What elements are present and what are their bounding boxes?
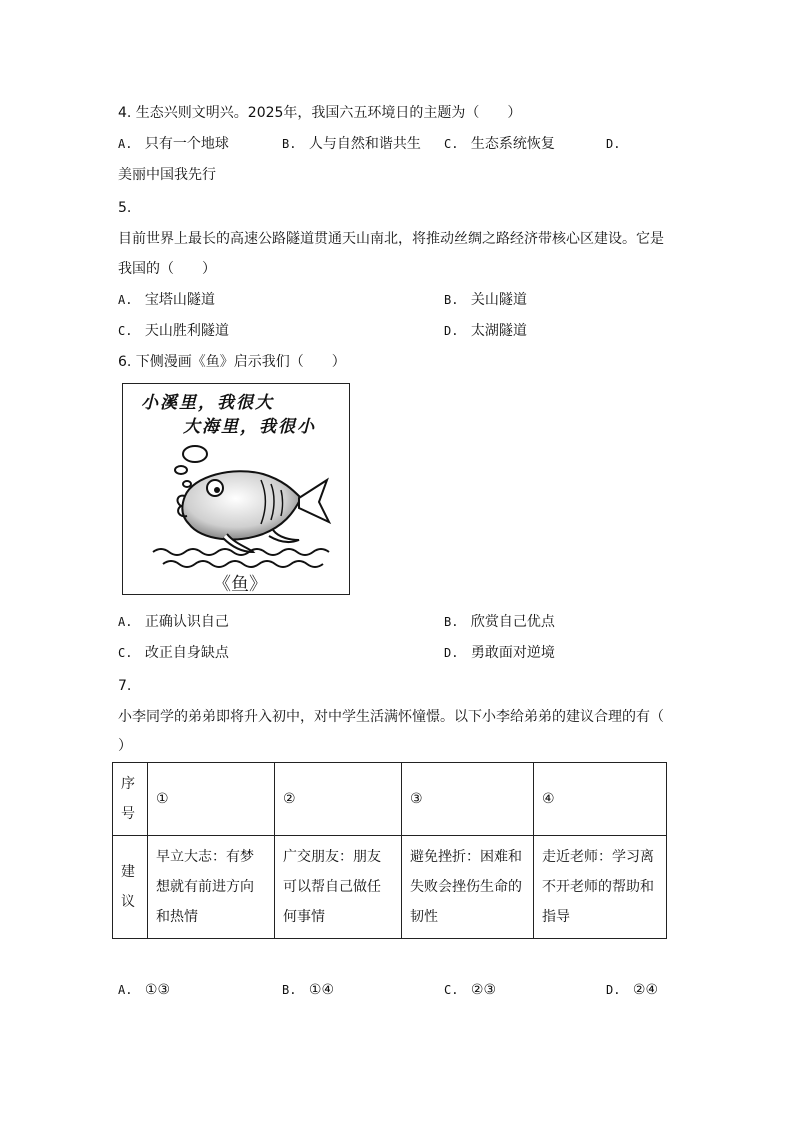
table-row <box>113 836 667 939</box>
fish-drawing <box>123 384 349 594</box>
cartoon-caption-1: 小溪里，我很大 <box>141 393 274 413</box>
q5-option-c[interactable] <box>118 321 229 341</box>
fish-cartoon <box>122 383 350 595</box>
option-text: 生态系统恢复 <box>470 136 555 152</box>
option-text: 人与自然和谐共生 <box>308 136 421 152</box>
option-text: 关山隧道 <box>470 292 527 308</box>
option-letter: C. <box>118 324 133 338</box>
option-text: 宝塔山隧道 <box>144 292 215 308</box>
fish-tail <box>299 480 329 522</box>
q5-option-b[interactable] <box>444 290 527 310</box>
table-cell: 避免挫折：困难和失败会挫伤生命的韧性 <box>402 836 534 939</box>
option-text: ②③ <box>470 982 497 998</box>
option-letter: C. <box>118 646 133 660</box>
q4-stem: 4. 生态兴则文明兴。2025年，我国六五环境日的主题为（ ） <box>118 105 522 121</box>
q7-stem-line1: 小李同学的弟弟即将升入初中，对中学生活满怀憧憬。以下小李给弟弟的建议合理的有（ <box>118 709 664 725</box>
q6-option-d[interactable] <box>444 643 555 663</box>
table-cell: ① <box>148 763 275 836</box>
option-text: ②④ <box>632 982 659 998</box>
option-letter: B. <box>282 983 297 997</box>
q4-option-d[interactable] <box>606 134 620 154</box>
option-text: 欣赏自己优点 <box>470 614 555 630</box>
q5-number: 5. <box>118 200 132 216</box>
bubble-small <box>183 481 191 487</box>
table-cell: ② <box>275 763 402 836</box>
option-text: 太湖隧道 <box>470 323 527 339</box>
option-letter: B. <box>444 293 459 307</box>
q4-option-d-text: 美丽中国我先行 <box>118 167 216 183</box>
option-letter: A. <box>118 137 133 151</box>
option-letter: D. <box>444 646 459 660</box>
cartoon-caption-2: 大海里，我很小 <box>183 417 316 437</box>
q4-option-b[interactable] <box>282 134 421 154</box>
cartoon-title: 《鱼》 <box>213 574 267 595</box>
table-header-row <box>113 763 667 836</box>
q6-option-b[interactable] <box>444 612 555 632</box>
wave-2 <box>163 561 323 567</box>
option-text: 只有一个地球 <box>144 136 229 152</box>
table-cell: 建议 <box>113 836 148 939</box>
q7-option-d[interactable] <box>606 980 658 1000</box>
option-text: 天山胜利隧道 <box>144 323 229 339</box>
option-letter: D. <box>606 983 621 997</box>
option-text: 勇敢面对逆境 <box>470 645 555 661</box>
q7-stem-line2: ） <box>118 738 132 754</box>
q5-stem-line2: 我国的（ ） <box>118 261 216 277</box>
option-text: 改正自身缺点 <box>144 645 229 661</box>
table-cell: ④ <box>534 763 667 836</box>
option-text: ①④ <box>308 982 335 998</box>
table-cell: ③ <box>402 763 534 836</box>
bubble-large <box>183 446 207 462</box>
q7-number: 7. <box>118 678 132 694</box>
option-letter: A. <box>118 293 133 307</box>
suggestion-table <box>112 762 667 939</box>
q6-option-c[interactable] <box>118 643 229 663</box>
q7-option-a[interactable] <box>118 980 170 1000</box>
table-cell: 序号 <box>113 763 148 836</box>
option-text: 正确认识自己 <box>144 614 229 630</box>
option-letter: A. <box>118 615 133 629</box>
option-letter: A. <box>118 983 133 997</box>
table-cell: 广交朋友：朋友可以帮自己做任何事情 <box>275 836 402 939</box>
q5-option-d[interactable] <box>444 321 527 341</box>
option-letter: D. <box>606 137 621 151</box>
table-cell: 早立大志：有梦想就有前进方向和热情 <box>148 836 275 939</box>
option-letter: C. <box>444 983 459 997</box>
q5-stem-line1: 目前世界上最长的高速公路隧道贯通天山南北，将推动丝绸之路经济带核心区建设。它是 <box>118 231 664 247</box>
option-letter: B. <box>282 137 297 151</box>
bubble-medium <box>175 466 187 474</box>
option-text: ①③ <box>144 982 171 998</box>
q6-stem: 6. 下侧漫画《鱼》启示我们（ ） <box>118 354 346 370</box>
q7-option-b[interactable] <box>282 980 334 1000</box>
option-letter: D. <box>444 324 459 338</box>
table-cell: 走近老师：学习离不开老师的帮助和指导 <box>534 836 667 939</box>
q4-option-a[interactable] <box>118 134 229 154</box>
option-letter: C. <box>444 137 459 151</box>
option-letter: B. <box>444 615 459 629</box>
q5-option-a[interactable] <box>118 290 215 310</box>
q4-option-c[interactable] <box>444 134 555 154</box>
q6-option-a[interactable] <box>118 612 229 632</box>
q7-option-c[interactable] <box>444 980 496 1000</box>
